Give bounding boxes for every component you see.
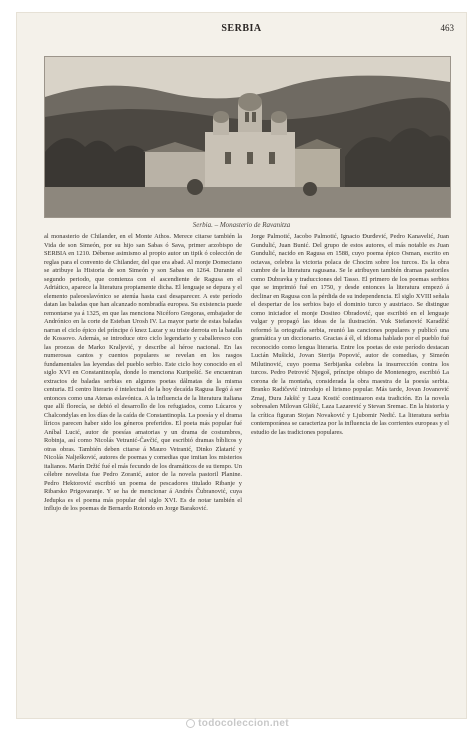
body-text — [44, 233, 449, 680]
watermark — [0, 718, 475, 729]
page-header — [17, 23, 466, 37]
monastery-photograph — [44, 56, 451, 218]
paragraph-right: Jorge Palmotić, Jacobo Palmotić, Ignacio Đurđević, Pedro Kanavelić, Juan Gundulić, Juan Bunić. Del grupo de estos autores, el más notable es Juan Gundulić, nacido en Ragusa en 1588, cuyo poema épico Osman, escrito en octavas, celebra la victoria polaca de Chocim sobre los turcos. Es la obra cumbre de la literatura ragusana. Se le atribuyen también dramas pastoriles como Dubravka y traducciones del Tasso. El primero de los poemas serbios que se imprimió fué en 1750, y desde entonces la literatura empezó á declinar en Ragusa con la pérdida de su independencia. El siglo XVIII señala el despertar de los serbios bajo el dominio turco y austriaco. Se distingue como iniciador el monje Dositeo Obradović, que escribió en el lenguaje vulgar y propagó las ideas de la ilustración. Vuk Stefanović Karadžić reformó la ortografía serbia, reunió las canciones populares y publicó una gramática y un diccionario. Gracias á él, el idioma hablado por el pueblo fué reconocido como lengua literaria. Entre los poetas de este período destacan Lucián Mušicki, Jovan Sterija Popović, autor de comedias, y Simeón Milutinović, cuyo poema Serbijanka celebra la insurrección contra los turcos. Pedro Petrović Njegoš, príncipe obispo de Montenegro, escribió La corona de la montaña, considerada la obra maestra de la poesía serbia. Branko Radičević introdujo el lirismo popular. Más tarde, Jovan Jovanović Zmaj, Đura Jakšić y Laza Kostić continuaron esta tradición. En la novela sobresalen Milovan Glišić, Laza Lazarević y Stevan Sremac. En la historia y la crítica figuran Stojan Novaković y Ljubomir Nedić. La literatura serbia contemporánea se caracteriza por la influencia de las corrientes europeas y el estudio de las tradiciones populares. — [251, 233, 449, 436]
watermark-logo-icon — [186, 719, 195, 728]
document-page — [16, 12, 467, 719]
text-column-left — [44, 233, 242, 680]
figure-caption: Serbia. – Monasterio de Ravanitza — [192, 221, 291, 229]
paragraph-left: al monasterio de Chilander, en el Monte Athos. Merece citarse también la Vida de son Simeón, por su hijo san Sabas ó Sava, primer arzobispo de SERBIA en 1210. Débense asimismo al propio autor un tipik ó colección de reglas para el convento de Chilander, del que era abad. Al monje Domeciano se atribuye la Historia de son Simeón y son Sabas en 1264. Durante el segundo periodo, que comienza con el ascendiente de Ragusa en el Adriático, aparece la literatura propiamente dicha. El lenguaje se depura y el elemento paleoeslavónico se atenúa hasta casi desaparecer. A este período datan las baladas que han alcanzado nombradía europea. Su existencia puede remontarse ya á 1325, en que las menciona Nicéforo Gregoras, embajador de Andrónico en la corte de Esteban Urosh IV. La mayor parte de estas baladas narran el ciclo épico del príncipe ó knez Lazar y su triste derrota en la batalla de Kossovo. Además, se introduce otro ciclo legendario y caballeresco con las proezas de Marko Kraljević, y describe al héroe nacional. En las numerosas cantos y cuentos populares se revelan en los rasgos fundamentales las leyendas del pueblo serbio. Este ciclo hoy conocido en el siglo XVI en Constantinopla, donde lo menciona Kuripešić. Se encuentran extractos de baladas serbias en algunos poetas dálmatas de la misma centuria. El centro literario é intelectual de la hoy decaída Ragusa llegó á ser entonces como una Atenas eslavónica. A la influencia de la literatura italiana que allí florecía, se debió el desarrollo de los refugiados, como Lúcaros y Chalcondylas en los días de la caída de Constantinopla. La poesía y el drama líricos parecen haber sido los géneros preferidos. El poeta más popular fué Aníbal Lucić, autor de poesías amatorias y un drama de costumbres, Robinja, así como Nicolás Vetranić-Čavčić, que escribió dramas bíblicos y otras obras. También deben citarse á Mauro Vetranić, Dinko Zlatarić y Nicolás Nalješković, autores de poemas y comedias que imitan los misterios italianos. Marín Držić fué el más fecundo de los dramáticos de su tiempo. Un célebre novelista fue Pedro Zoranić, autor de la novela pastoril Planine. Pedro Hektorović escribió un poema de pescadores titulado Ribanje y Ribarsko Prigovaranje. Y se ha de mencionar á Andrés Čubranović, cuya Jeđupka es el poema más popular del siglo XVI. Es de notar también el influjo de los poemas de Bernardo Rotondo en Jorge Baraković. — [44, 233, 242, 512]
watermark-text: todocoleccion.net — [198, 718, 289, 729]
page-number: 463 — [440, 23, 454, 33]
monastery-illustration — [45, 57, 450, 217]
text-column-right — [251, 233, 449, 680]
running-title: SERBIA — [221, 23, 262, 34]
